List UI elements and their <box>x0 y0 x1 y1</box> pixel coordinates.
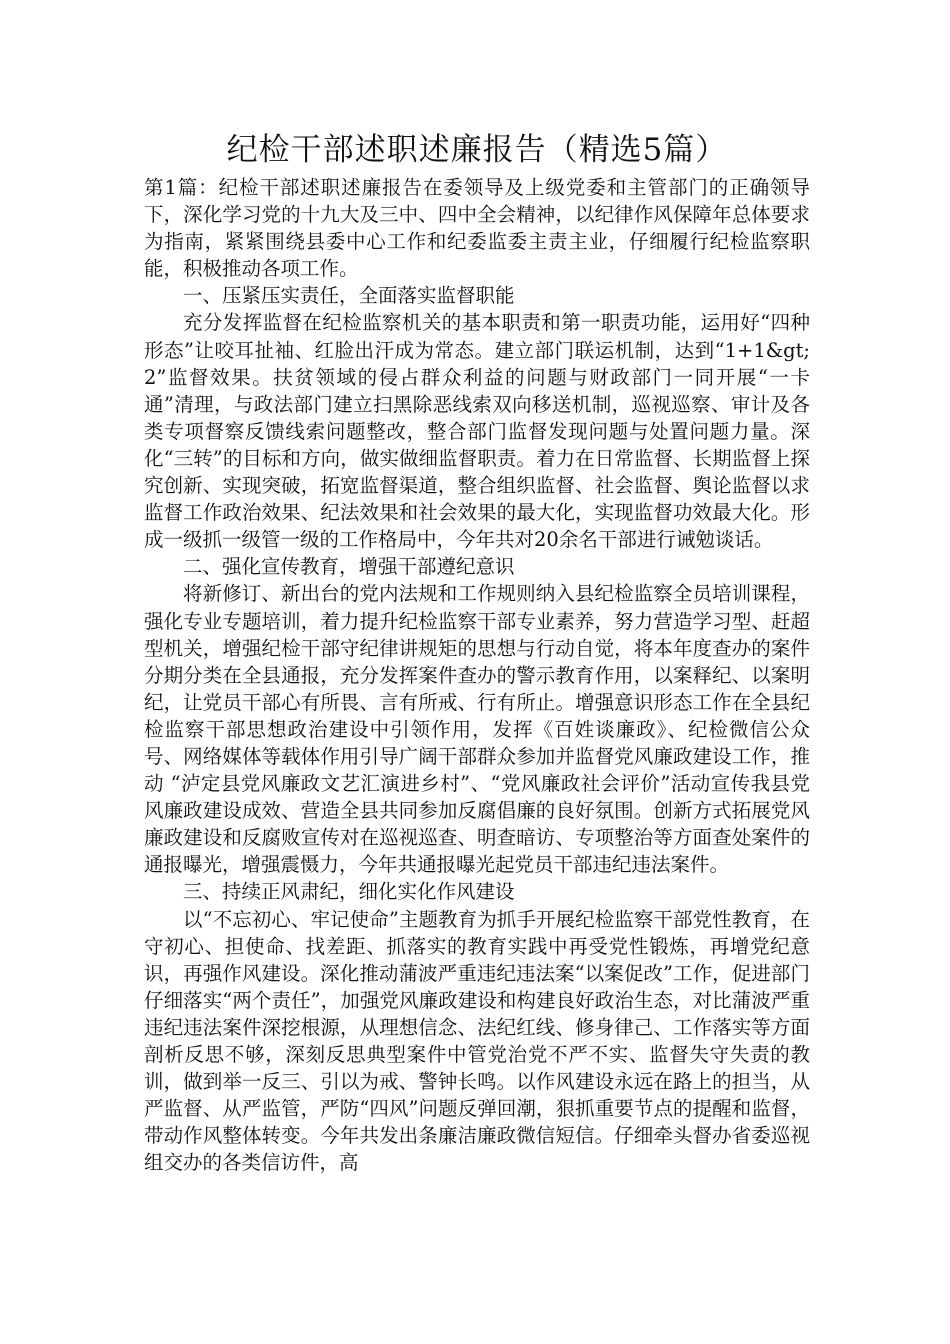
intro-paragraph: 第1篇：纪检干部述职述廉报告在委领导及上级党委和主管部门的正确领导下，深化学习党的十九大及三中、四中全会精神，以纪律作风保障年总体要求为指南，紧紧围绕县委中心工作和纪委监委主责主业，仔细履行纪检监察职能，积极推动各项工作。 <box>144 176 810 281</box>
document-page <box>144 128 810 1176</box>
document-title: 纪检干部述职述廉报告（精选5篇） <box>226 132 728 168</box>
section-body-1: 充分发挥监督在纪检监察机关的基本职责和第一职责功能，运用好“四种形态”让咬耳扯袖、红脸出汗成为常态。建立部门联运机制，达到“1+1&gt;2”监督效果。扶贫领域的侵占群众利益的问题与财政部门一同开展“一卡通”清理，与政法部门建立扫黑除恶线索双向移送机制，巡视巡察、审计及各类专项督察反馈线索问题整改，整合部门监督发现问题与处置问题力量。深化“三转”的目标和方向，做实做细监督职责。着力在日常监督、长期监督上探究创新、实现突破，拓宽监督渠道，整合组织监督、社会监督、舆论监督以求监督工作政治效果、纪法效果和社会效果的最大化，实现监督功效最大化。形成一级抓一级管一级的工作格局中，今年共对20余名干部进行诫勉谈话。 <box>144 311 810 552</box>
section-heading-1: 一、压紧压实责任，全面落实监督职能 <box>183 284 515 308</box>
section-heading-3: 三、持续正风肃纪，细化实化作风建设 <box>183 880 515 904</box>
section-body-3: 以“不忘初心、牢记使命”主题教育为抓手开展纪检监察干部党性教育，在守初心、担使命、找差距、抓落实的教育实践中再受党性锻炼，再增党纪意识，再强作风建设。深化推动蒲波严重违纪违法案“以案促改”工作，促进部门仔细落实“两个责任”，加强党风廉政建设和构建良好政治生态，对比蒲波严重违纪违法案件深挖根源，从理想信念、法纪红线、修身律己、工作落实等方面剖析反思不够，深刻反思典型案件中管党治党不严不实、监督失守失责的教训，做到举一反三、引以为戒、警钟长鸣。以作风建设永远在路上的担当，从严监督、从严监管，严防“四风”问题反弹回潮，狠抓重要节点的提醒和监督，带动作风整体转变。今年共发出条廉洁廉政微信短信。仔细牵头督办省委巡视组交办的各类信访件，高 <box>144 907 810 1175</box>
section-body-2: 将新修订、新出台的党内法规和工作规则纳入县纪检监察全员培训课程，强化专业专题培训，着力提升纪检监察干部专业素养，努力营造学习型、赶超型机关，增强纪检干部守纪律讲规矩的思想与行动自觉，将本年度查办的案件分期分类在全县通报，充分发挥案件查办的警示教育作用，以案释纪、以案明纪，让党员干部心有所畏、言有所戒、行有所止。增强意识形态工作在全县纪检监察干部思想政治建设中引领作用，发挥《百姓谈廉政》、纪检微信公众号、网络媒体等载体作用引导广阔干部群众参加并监督党风廉政建设工作，推动 “泸定县党风廉政文艺汇演进乡村”、“党风廉政社会评价”活动宣传我县党风廉政建设成效、营造全县共同参加反腐倡廉的良好氛围。创新方式拓展党风廉政建设和反腐败宣传对在巡视巡查、明查暗访、专项整治等方面查处案件的通报曝光，增强震慑力，今年共通报曝光起党员干部违纪违法案件。 <box>144 582 810 877</box>
section-heading-2: 二、强化宣传教育，增强干部遵纪意识 <box>183 555 515 579</box>
